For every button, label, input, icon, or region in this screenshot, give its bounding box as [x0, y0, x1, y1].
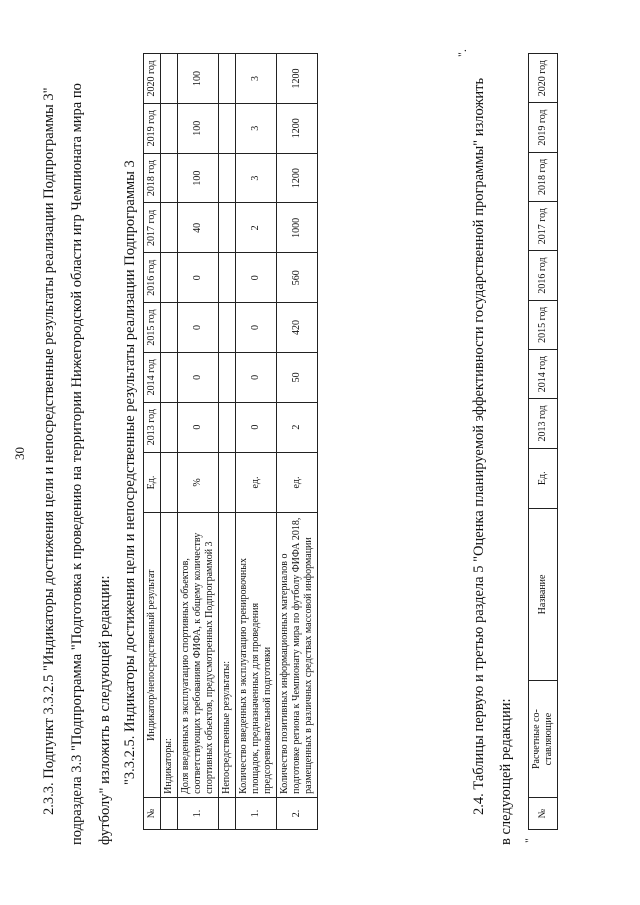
row-value: 50	[277, 352, 318, 402]
row-value: 0	[236, 303, 277, 353]
empty-cell	[161, 153, 178, 203]
row-value: 0	[178, 303, 219, 353]
empty-cell	[219, 253, 236, 303]
row-value: 420	[277, 303, 318, 353]
row-value: 3	[236, 153, 277, 203]
section-label: Непосредственные результаты:	[219, 513, 236, 797]
empty-cell	[219, 103, 236, 153]
header-year: 2019 год	[144, 103, 161, 153]
row-name: Количество введенных в эксплуатацию тренировочных площадок, предназначенных для проведения предсоревновательной подготовки	[236, 513, 277, 797]
empty-cell	[161, 303, 178, 353]
empty-cell	[161, 103, 178, 153]
empty-cell	[219, 402, 236, 452]
header-year: 2014 год	[144, 352, 161, 402]
empty-cell	[219, 352, 236, 402]
section-row-results	[219, 54, 236, 830]
row-value: 0	[178, 253, 219, 303]
header-year: 2015 год	[144, 303, 161, 353]
table-row	[277, 54, 318, 830]
paragraph-2-3-3-line-1: 2.3.3. Подпункт 3.3.2.5 "Индикаторы достижения цели и непосредственные результаты реализации Подпрограммы 3"	[41, 87, 57, 815]
empty-cell	[219, 452, 236, 513]
header-year: 2016 год	[144, 253, 161, 303]
header-year: 2014 год	[529, 349, 558, 398]
header-year: 2013 год	[529, 399, 558, 448]
row-value: 2	[277, 402, 318, 452]
header-num: №	[529, 798, 558, 830]
row-value: 1200	[277, 153, 318, 203]
header-year: 2018 год	[529, 152, 558, 201]
paragraph-2-4-line-2: в следующей редакции:	[498, 698, 514, 845]
row-num: 1.	[178, 797, 219, 829]
row-value: 0	[236, 352, 277, 402]
row-unit: %	[178, 452, 219, 513]
row-value: 560	[277, 253, 318, 303]
header-name: Название	[529, 508, 558, 680]
table-row	[178, 54, 219, 830]
table-row	[236, 54, 277, 830]
header-year: 2018 год	[144, 153, 161, 203]
empty-cell	[161, 452, 178, 513]
efficiency-table	[528, 53, 558, 830]
empty-cell	[219, 153, 236, 203]
row-value: 100	[178, 103, 219, 153]
indicators-table	[143, 53, 318, 830]
empty-cell	[161, 253, 178, 303]
row-value: 3	[236, 103, 277, 153]
empty-cell	[219, 303, 236, 353]
paragraph-2-3-3-line-3: футболу" изложить в следующей редакции:	[97, 575, 113, 845]
header-year: 2020 год	[529, 54, 558, 103]
empty-cell	[161, 203, 178, 253]
row-value: 1200	[277, 103, 318, 153]
header-year: 2015 год	[529, 300, 558, 349]
header-group: Расчетные со- ставляющие	[529, 680, 558, 797]
row-value: 0	[236, 253, 277, 303]
page-number: 30	[12, 447, 27, 460]
section-row-indicators	[161, 54, 178, 830]
paragraph-2-4-line-1: 2.4. Таблицы первую и третью раздела 5 "Оценка планируемой эффективности государственной программы" изложить	[471, 77, 487, 815]
header-year: 2016 год	[529, 251, 558, 300]
header-year: 2013 год	[144, 402, 161, 452]
header-unit: Ед.	[144, 452, 161, 513]
row-value: 3	[236, 54, 277, 104]
row-value: 40	[178, 203, 219, 253]
header-num: №	[144, 797, 161, 829]
empty-cell	[161, 54, 178, 104]
empty-cell	[161, 402, 178, 452]
row-value: 0	[236, 402, 277, 452]
row-unit: ед.	[236, 452, 277, 513]
empty-cell	[161, 352, 178, 402]
table-1-closing-mark: ".	[455, 49, 469, 57]
header-unit: Ед.	[529, 448, 558, 508]
header-year: 2020 год	[144, 54, 161, 104]
header-indicator: Индикатор/непосредственный результат	[144, 513, 161, 797]
row-num: 2.	[277, 797, 318, 829]
table-header-row	[529, 54, 558, 830]
row-unit: ед.	[277, 452, 318, 513]
empty-cell	[219, 797, 236, 829]
header-year: 2017 год	[529, 202, 558, 251]
row-value: 1000	[277, 203, 318, 253]
header-year: 2017 год	[144, 203, 161, 253]
empty-cell	[161, 797, 178, 829]
header-year: 2019 год	[529, 103, 558, 152]
row-value: 0	[178, 402, 219, 452]
row-name: Количество позитивных информационных материалов о подготовке региона к Чемпионату мира по футболу ФИФА 2018, размещенных в различных средствах массовой информации	[277, 513, 318, 797]
section-label: Индикаторы:	[161, 513, 178, 797]
row-value: 100	[178, 54, 219, 104]
paragraph-2-3-3-line-2: подраздела 3.3 "Подпрограмма "Подготовка к проведению на территории Нижегородской области игр Чемпионата мира по	[69, 83, 85, 845]
row-value: 2	[236, 203, 277, 253]
empty-cell	[219, 203, 236, 253]
row-value: 100	[178, 153, 219, 203]
row-name: Доля введенных в эксплуатацию спортивных объектов, соответствующих требованиям ФИФА, к общему количеству спортивных объектов, предусмотренных Подпрограммой 3	[178, 513, 219, 797]
table-header-row	[144, 54, 161, 830]
row-num: 1.	[236, 797, 277, 829]
row-value: 1200	[277, 54, 318, 104]
table-1-caption: "3.3.2.5. Индикаторы достижения цели и непосредственные результаты реализации Подпрограммы 3	[122, 160, 138, 785]
table-2-opening-mark: "	[522, 838, 536, 843]
row-value: 0	[178, 352, 219, 402]
empty-cell	[219, 54, 236, 104]
